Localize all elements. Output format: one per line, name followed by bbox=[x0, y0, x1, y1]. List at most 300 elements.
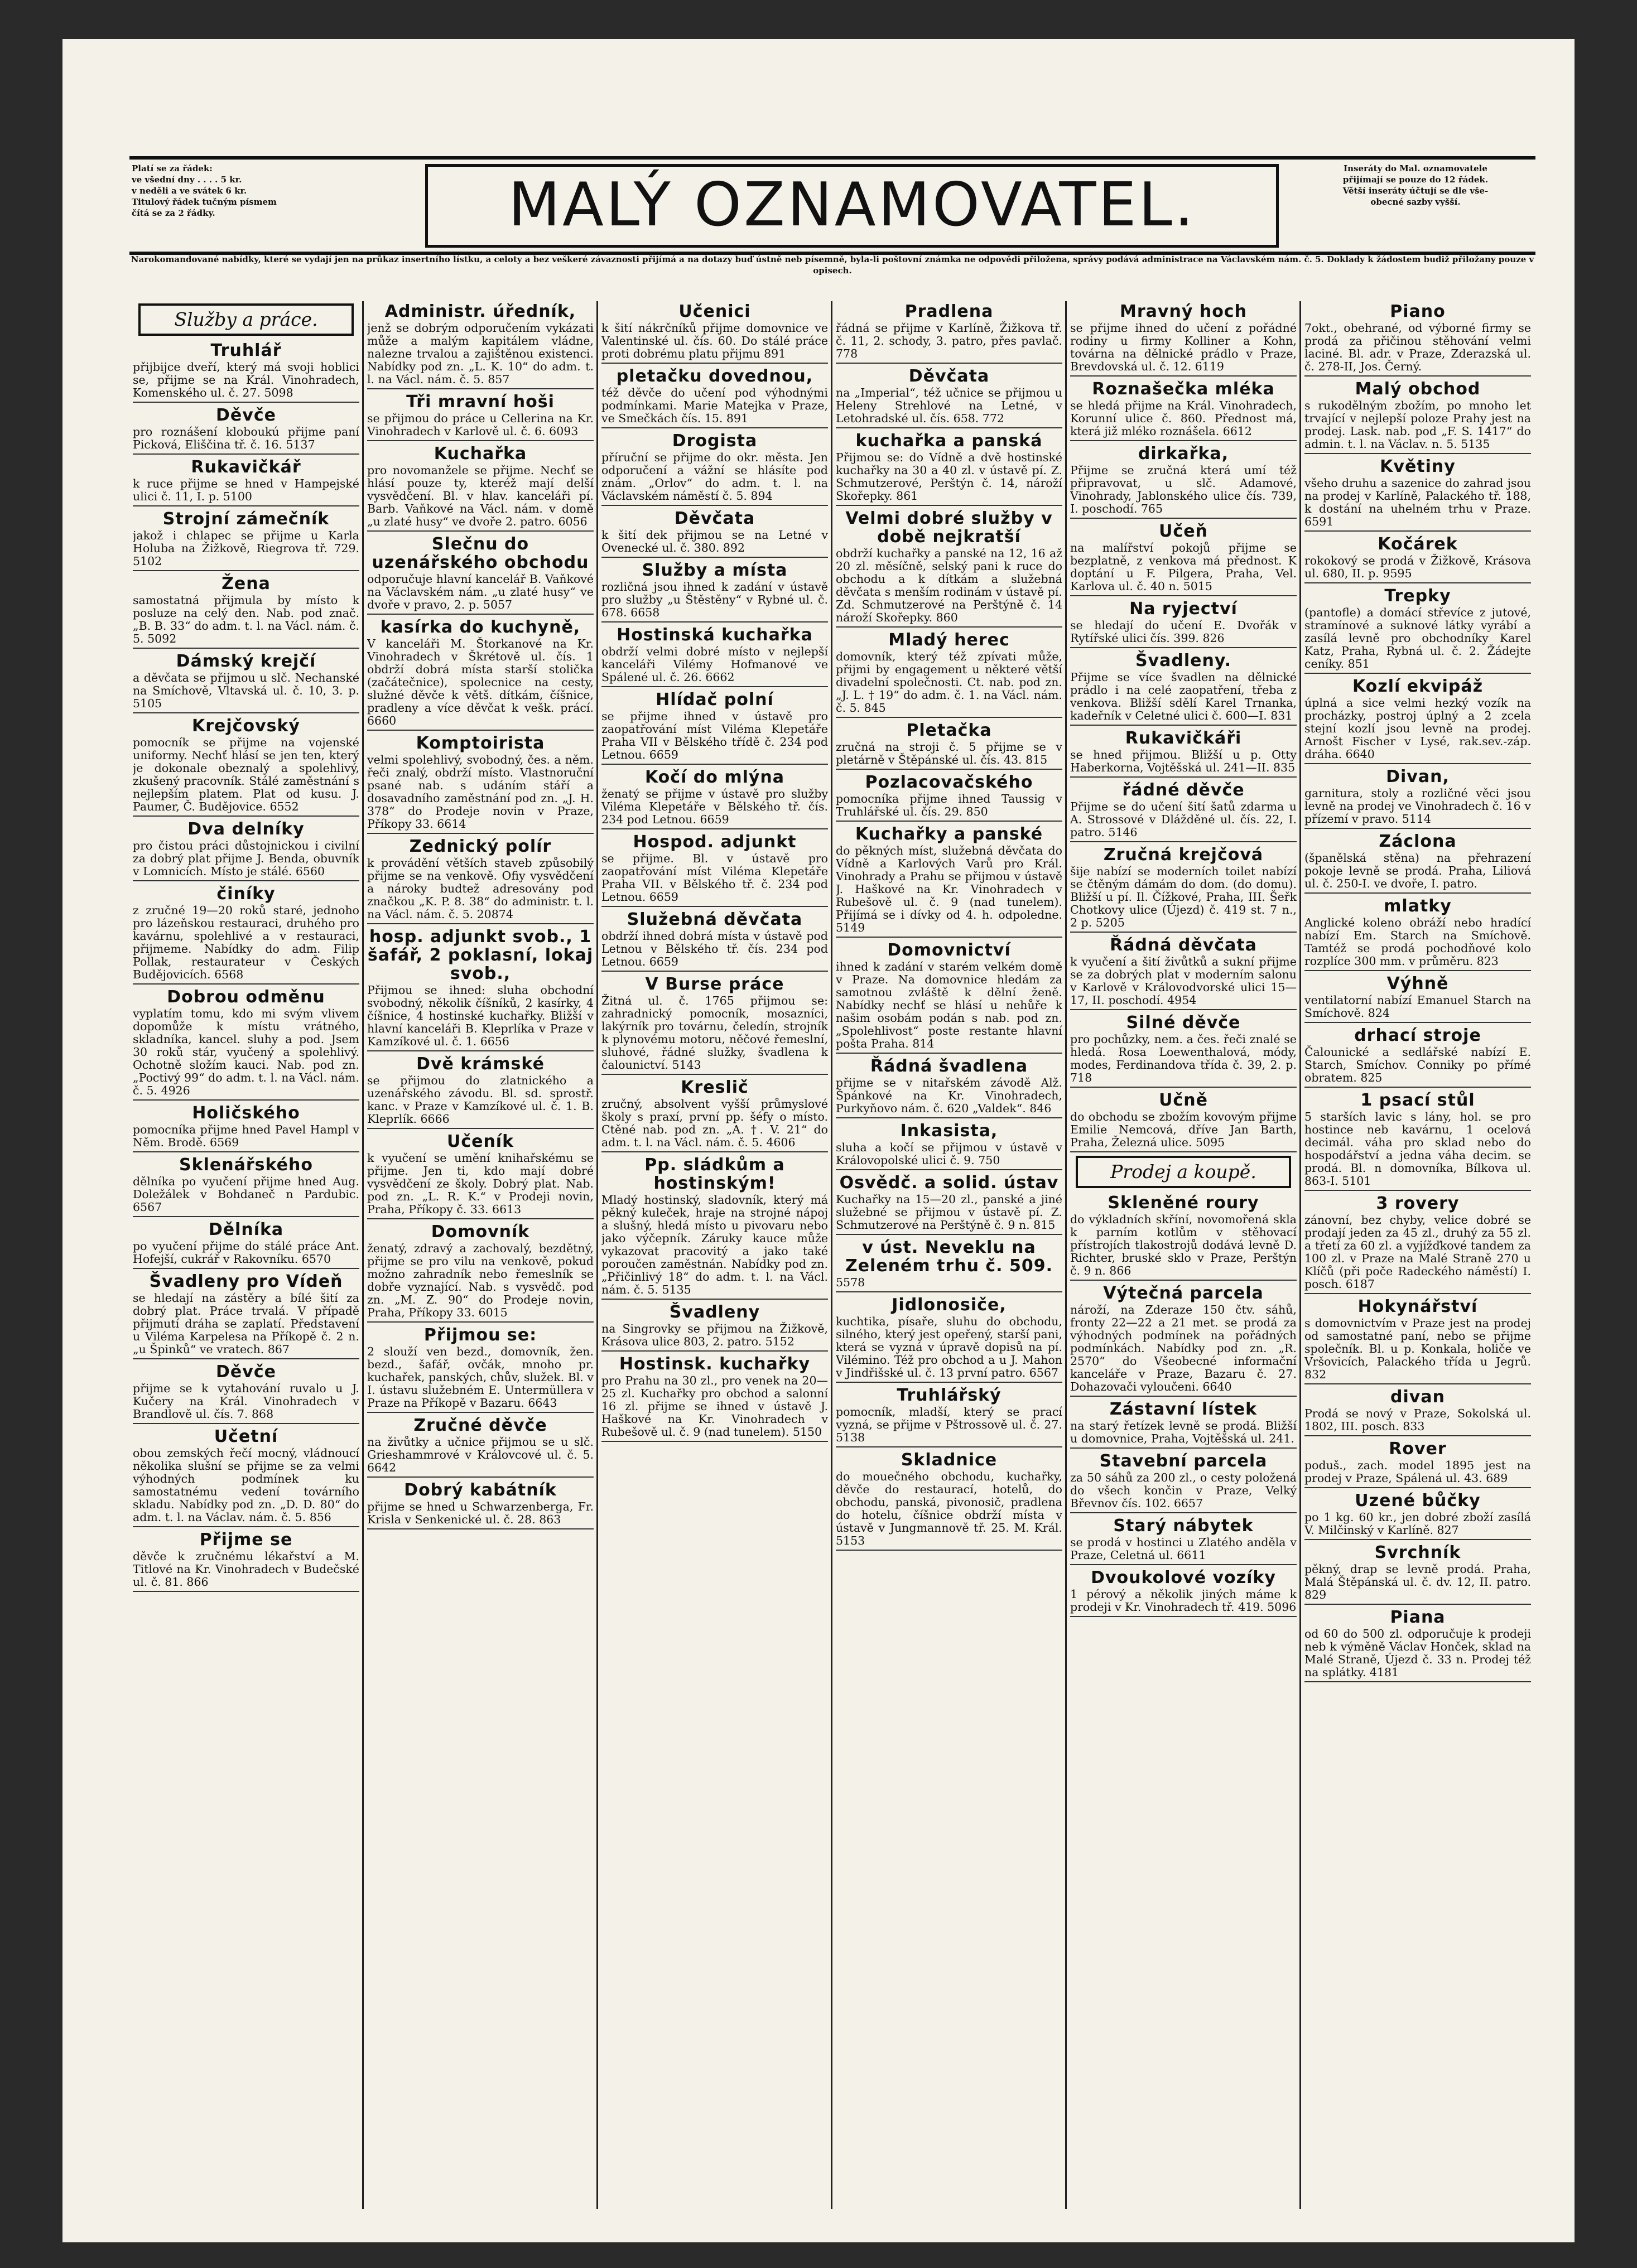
ad-text: se hledají do učení E. Dvořák v Rytířské ulici čís. 399. 826 bbox=[1070, 619, 1297, 645]
classified-ad bbox=[1070, 1452, 1297, 1513]
classified-ad bbox=[367, 535, 594, 615]
ad-headline: Malý obchod bbox=[1355, 379, 1481, 399]
insert-info bbox=[1296, 160, 1535, 252]
ad-text: samostatná přijmula by místo k posluze na celý den. Nab. pod znač. „B. B. 33“ do adm. t. l. na Václ. nám. č. 5. 5092 bbox=[133, 593, 359, 645]
ad-text: pěkný, drap se levně prodá. Praha, Malá Štěpánská ul. č. dv. 12, II. patro. 829 bbox=[1304, 1562, 1531, 1601]
ad-text: přijme se v nitařském závodě Alž. Špánkové na Kr. Vinohradech, Purkyňovo nám. č. 620 „Valdek“. 846 bbox=[836, 1076, 1062, 1115]
ad-headline: Přijme se bbox=[199, 1530, 293, 1550]
ad-headline: Krejčovský bbox=[192, 716, 300, 736]
page-content bbox=[129, 139, 1535, 2203]
classified-ad bbox=[1304, 974, 1531, 1023]
classified-ad bbox=[836, 773, 1062, 822]
ad-text: Žitná ul. č. 1765 přijmou se: zahradnický pomocník, mosazníci, lakýrník pro továrnu, čeledín, strojník k plynovému motoru, něčové řemeslní, sluhové, řádné služky, švadlena k čalounictví. 5143 bbox=[601, 994, 828, 1072]
ad-text: pomocník, mladší, který se prací vyzná, se přijme v Pštrossově ul. č. 27. 5138 bbox=[836, 1405, 1062, 1444]
ad-headline: Roznašečka mléka bbox=[1092, 379, 1275, 399]
ad-text: k ruce přijme se hned v Hampejské ulici č. 11, I. p. 5100 bbox=[133, 477, 359, 503]
classified-ad bbox=[1304, 1194, 1531, 1294]
ad-headline: Svrchník bbox=[1374, 1543, 1461, 1562]
classified-ad bbox=[836, 1057, 1062, 1118]
classified-ad bbox=[836, 721, 1062, 770]
ad-text: zručná na stroji č. 5 přijme se v pletárně v Štěpánské ul. čís. 43. 815 bbox=[836, 740, 1062, 766]
ad-column bbox=[1304, 301, 1531, 2209]
classified-ad bbox=[1304, 535, 1531, 583]
ad-headline: Piana bbox=[1390, 1608, 1446, 1627]
ad-text: 5578 bbox=[836, 1276, 865, 1289]
classified-ad bbox=[1304, 1297, 1531, 1384]
ad-text: nároží, na Zderaze 150 čtv. sáhů, fronty 22—22 a 21 met. se prodá za výhodných podmínek na pořádných podmínkách. Nabídky pod zn. „R. 2570“ do Všeobecné informační kanceláře v Praze, Bazaru č. 27. Dohazovači vyloučeni. 6640 bbox=[1070, 1303, 1297, 1393]
ad-headline: Děvče bbox=[216, 406, 276, 425]
ad-text: Přijmou se: do Vídně a dvě hostinské kuchařky na 30 a 40 zl. v ústavě pí. Z. Schmutzerové, Perštýn č. 14, nároží Skořepky. 861 bbox=[836, 451, 1062, 503]
ad-headline: pletačku dovednou, bbox=[616, 366, 813, 386]
section-heading-prodej: Prodej a koupě. bbox=[1076, 1156, 1291, 1188]
ad-text: se prodá v hostinci u Zlatého anděla v Praze, Celetná ul. 6611 bbox=[1070, 1536, 1297, 1562]
classified-ad bbox=[1070, 1400, 1297, 1449]
column-rule bbox=[831, 301, 832, 2209]
ad-text: ihned k zadání v starém velkém domě v Praze. Na domovnice hledám za samotnou zvláště k dělní ženě. Nabídky nechť se hlásí u nehůře k našim osobám podán s nab. pod zn. „Spolehlivost“ poste restante hlavní pošta Praha. 814 bbox=[836, 960, 1062, 1050]
ad-text: na „Imperial“, též učnice se přijmou u Heleny Strehlové na Letné, v Letohradské ul. čís. 658. 772 bbox=[836, 386, 1062, 425]
ad-text: po vyučení přijme do stálé práce Ant. Hofejší, cukrář v Rakovníku. 6570 bbox=[133, 1239, 359, 1266]
classified-ad bbox=[836, 1174, 1062, 1235]
classified-ad bbox=[1070, 522, 1297, 596]
ad-headline: Švadleny pro Vídeň bbox=[149, 1272, 343, 1291]
ad-headline: Slečnu do uzenářského obchodu bbox=[372, 534, 589, 572]
ad-headline: Rukavičkáři bbox=[1125, 728, 1242, 748]
ad-text: na Singrovky se přijmou na Žižkově, Krásova ulice 803, 2. patro. 5152 bbox=[601, 1322, 828, 1348]
ad-headline: Pozlacovačského bbox=[865, 773, 1033, 792]
ad-text: se přijme ihned do učení z pořádné rodiny u firmy Kolliner a Kohn, továrna na dělnické prádlo v Praze, Brevdovská ul. č. 12. 6119 bbox=[1070, 321, 1297, 373]
ad-text: se přijme. Bl. v ústavě pro zaopatřování míst Viléma Klepetáře Praha VII. v Bělského tř. č. 234 pod Letnou. 6659 bbox=[601, 852, 828, 904]
ad-headline: Kreslič bbox=[681, 1078, 749, 1097]
ad-headline: Domovnictví bbox=[887, 940, 1011, 960]
classified-ad bbox=[1304, 1440, 1531, 1488]
ad-headline: Starý nábytek bbox=[1113, 1516, 1254, 1536]
ad-headline: Dvoukolové vozíky bbox=[1091, 1568, 1276, 1587]
classified-ad bbox=[1070, 936, 1297, 1010]
classified-ad bbox=[133, 1104, 359, 1152]
classified-ad bbox=[133, 341, 359, 403]
classified-ad bbox=[601, 432, 828, 506]
classified-ad bbox=[1304, 457, 1531, 532]
ad-headline: Učně bbox=[1159, 1090, 1208, 1110]
classified-ad bbox=[836, 1296, 1062, 1383]
classified-ad bbox=[1070, 1194, 1297, 1281]
classified-ad bbox=[836, 367, 1062, 428]
ad-headline: kuchařka a panská bbox=[855, 431, 1043, 451]
ad-text: domovník, který též zpívati může, přijmi by engagement u některé větší divadelní společnosti. Ct. nab. pod zn. „J. L. † 19“ do adm. č. 1. na Václ. nám. č. 5. 845 bbox=[836, 650, 1062, 715]
ad-text: odporučuje hlavní kancelář B. Vaňkové na Václavském nám. „u zlaté husy“ ve dvoře v pravo, 2. p. 5057 bbox=[367, 572, 594, 611]
ad-headline: Učeník bbox=[446, 1132, 514, 1151]
ad-headline: Komptoirista bbox=[416, 734, 545, 753]
ad-headline: Truhlářský bbox=[897, 1386, 1002, 1405]
ad-text: obdrží kuchařky a panské na 12, 16 až 20 zl. měsíčně, selský pani k ruce do obchodu a k dítkám a služebná děvčata s menším rodinám v ústavě pí. Zd. Schmutzerové na Perštýně č. 14 nároží Skořepky. 860 bbox=[836, 547, 1062, 624]
classified-ad bbox=[367, 1223, 594, 1323]
classified-ad bbox=[1304, 1608, 1531, 1682]
ad-headline: Dva delníky bbox=[187, 819, 305, 839]
classified-ad bbox=[836, 1238, 1062, 1292]
ad-text: k provádění větších staveb způsobilý přijme se na venkově. Ofiy vysvědčení a nároky budtež adresovány pod značkou „K. P. 8. 38“ do administr. t. l. na Václ. nám. č. 5. 20874 bbox=[367, 856, 594, 921]
ad-headline: 3 rovery bbox=[1376, 1194, 1460, 1213]
ad-text: z zručné 19—20 roků staré, jednoho pro lázeňskou restauraci, druhého pro kavárnu, spolehlivé a v restauraci, přijmeme. Nabídky do adm. Filip Pollak, restaurateur v Českých Budějovicích. 6568 bbox=[133, 904, 359, 981]
ad-text: zánovní, bez chyby, velice dobré se prodají jeden za 45 zl., druhý za 55 zl. a třetí za 60 zl. a vyjížďkové tandem za 100 zl. v Praze na Malé Straně 270 u Klíčů (při poče Radeckého náměstí) I. posch. 6187 bbox=[1304, 1213, 1531, 1291]
ad-column bbox=[133, 301, 359, 2209]
classified-ad bbox=[367, 445, 594, 532]
ad-headline: Kočárek bbox=[1378, 534, 1458, 554]
ad-text: obdrží velmi dobré místo v nejlepší kanceláři Vilémy Hofmanové ve Spálené ul. č. 26. 6662 bbox=[601, 645, 828, 684]
ad-headline: Služby a místa bbox=[642, 561, 788, 580]
ad-text: (španělská stěna) na přehrazení pokoje levně se prodá. Praha, Liliová ul. č. 250-I. ve dvoře, I. patro. bbox=[1304, 851, 1531, 890]
ad-headline: v úst. Neveklu na Zeleném trhu č. 509. bbox=[845, 1238, 1053, 1276]
ad-text: k šití dek přijmou se na Letné v Ovenecké ul. č. 380. 892 bbox=[601, 528, 828, 554]
price-line: ve všední dny . . . . 5 kr. bbox=[132, 175, 242, 185]
ad-text: 2 slouží ven bezd., domovník, žen. bezd., šafář, ovčák, mnoho pr. kuchařek, panských, chův, služek. Bl. v I. ústavu služebném E. Untermüllera v Praze na Příkopě v Bazaru. 6643 bbox=[367, 1345, 594, 1410]
ad-headline: kasírka do kuchyně, bbox=[380, 617, 581, 637]
classified-ad bbox=[1304, 380, 1531, 454]
ad-headline: Dobrý kabátník bbox=[404, 1480, 557, 1500]
classified-ad bbox=[1304, 1543, 1531, 1605]
classified-ad bbox=[133, 1427, 359, 1527]
ad-headline: Děvčata bbox=[908, 366, 990, 386]
column-rule bbox=[596, 301, 598, 2209]
classified-ad bbox=[367, 393, 594, 441]
ad-headline: Výtečná parcela bbox=[1103, 1283, 1264, 1303]
classified-ad bbox=[1070, 1091, 1297, 1152]
ad-text: přijbijce dveří, který má svoji hoblici se, přijme se na Král. Vinohradech, Komenského ul. č. 27. 5098 bbox=[133, 360, 359, 399]
ad-headline: Osvědč. a solid. ústav bbox=[839, 1173, 1059, 1193]
ad-headline: Služebná děvčata bbox=[627, 910, 803, 929]
ad-column bbox=[836, 301, 1062, 2209]
ad-headline: Hospod. adjunkt bbox=[633, 832, 797, 852]
ad-text: rozličná jsou ihned k zadání v ústavě pro služby „u Štěstěny“ v Rybné ul. č. 678. 6658 bbox=[601, 580, 828, 619]
ad-text: též děvče do učení pod výhodnými podmínkami. Marie Matejka v Praze, ve Smečkách čís. 15. 891 bbox=[601, 386, 828, 425]
classified-ad bbox=[1304, 1091, 1531, 1191]
ad-headline: Holičského bbox=[192, 1103, 300, 1123]
ad-text: do mouečného obchodu, kuchařky, děvče do restaurací, hotelů, do obchodu, panská, pivonosič, pradlena do hotelu, číšnice obdrží místa v ústavě v Jungmannově tř. 25. M. Král. 5153 bbox=[836, 1470, 1062, 1547]
ad-text: Přijme se více švadlen na dělnické prádlo i na celé zaopatření, třeba z venkova. Bližší sdělí Karel Trnanka, kadeřník v Celetné ulici č. 600—I. 831 bbox=[1070, 670, 1297, 722]
ad-text: přijme se hned u Schwarzenberga, Fr. Krisla v Senkenické ul. č. 28. 863 bbox=[367, 1500, 594, 1526]
classified-ad bbox=[1070, 600, 1297, 648]
price-line: v neděli a ve svátek 6 kr. bbox=[132, 186, 247, 196]
ad-headline: Hokynářství bbox=[1357, 1297, 1478, 1316]
ad-headline: řádné děvče bbox=[1122, 780, 1245, 800]
classified-ad bbox=[367, 618, 594, 731]
ad-headline: Učeň bbox=[1159, 522, 1208, 541]
classified-ad bbox=[133, 988, 359, 1101]
ad-text: Anglické koleno obráží nebo hradící nabízí Em. Starch na Smíchově. Tamtéž se prodá pochodňové kolo rozplíce 300 mm. v průměru. 823 bbox=[1304, 916, 1531, 968]
ad-text: za 50 sáhů za 200 zl., o cesty položená do všech končin v Praze, Velký Břevnov čís. 102. 6657 bbox=[1070, 1471, 1297, 1510]
ad-headline: V Burse práce bbox=[645, 974, 784, 994]
classified-ad bbox=[133, 510, 359, 571]
ad-headline: Drogista bbox=[672, 431, 758, 451]
classified-ad bbox=[1070, 729, 1297, 778]
ad-text: na malířství pokojů přijme se bezplatně, z venkova má přednost. K doptání u F. Pilgera, Praha, Vel. Karlova ul. č. 40 n. 5015 bbox=[1070, 541, 1297, 593]
ad-headline: Pp. sládkům a hostinským! bbox=[644, 1155, 785, 1193]
classified-ad bbox=[133, 652, 359, 713]
ad-headline: drhací stroje bbox=[1354, 1026, 1481, 1045]
ad-text: s rukodělným zbožím, po mnoho let trvající v nejlepší poloze Prahy jest na prodej. Lask. nab. pod „F. S. 1417“ do admin. t. l. na Václav. n. 5. 5135 bbox=[1304, 399, 1531, 451]
classified-ad bbox=[367, 928, 594, 1051]
ad-text: Přijmou se ihned: sluha obchodní svobodný, několik číšníků, 2 kasírky, 4 číšnice, 4 hostinské kuchařky. Bližší v hlavní kanceláři B. Kleprlíka v Praze v Kamzíkové ul. č. 1. 6656 bbox=[367, 983, 594, 1048]
ad-text: se přijme ihned v ústavě pro zaopatřování míst Viléma Klepetáře Praha VII v Bělského třídě č. 234 pod Letnou. 6659 bbox=[601, 710, 828, 761]
ad-headline: dirkařka, bbox=[1138, 444, 1229, 464]
price-line: Titulový řádek tučným písmem bbox=[132, 197, 277, 207]
masthead bbox=[129, 139, 1535, 301]
ad-headline: Zednický polír bbox=[409, 837, 552, 856]
classified-ad bbox=[133, 575, 359, 649]
ad-text: (pantofle) a domácí střevíce z jutové, stramínové a suknové látky vyrábí a zasílá levně pro obchodníky Karel Katz, Praha, Rybná ul. č. 2. Žádejte ceníky. 851 bbox=[1304, 606, 1531, 670]
ad-text: se hledá přijme na Král. Vinohradech, Korunní ulice č. 860. Přednost má, která již mléko roznášela. 6612 bbox=[1070, 399, 1297, 438]
ad-headline: Kozlí ekvipáž bbox=[1352, 677, 1484, 696]
ad-headline: Švadleny bbox=[669, 1302, 760, 1322]
ad-headline: Kočí do mlýna bbox=[644, 768, 785, 787]
insert-rule-line: obecné sazby vyšší. bbox=[1370, 197, 1461, 207]
ad-headline: Mladý herec bbox=[888, 630, 1010, 650]
ad-text: do výkladních skříní, novomořená skla k parním kotlům v stěhovací přístrojích tlakostrojů dodává levně D. Richter, bruské sklo v Praze, Perštýn č. 9 n. 866 bbox=[1070, 1213, 1297, 1277]
ad-text: poduš., zach. model 1895 jest na prodej v Praze, Spálená ul. 43. 689 bbox=[1304, 1459, 1531, 1485]
classified-ad bbox=[601, 691, 828, 765]
ad-headline: Stavební parcela bbox=[1099, 1451, 1268, 1471]
ad-headline: Dámský krejčí bbox=[176, 652, 316, 671]
classified-ad bbox=[367, 1326, 594, 1413]
newspaper-page bbox=[62, 39, 1575, 2242]
ad-column bbox=[367, 301, 594, 2209]
ad-headline: Záclona bbox=[1379, 832, 1457, 851]
insert-rule-line: Inseráty do Mal. oznamovatele bbox=[1344, 163, 1487, 173]
ad-headline: Tři mravní hoši bbox=[406, 392, 555, 412]
ad-headline: Skladnice bbox=[901, 1450, 998, 1470]
price-info bbox=[129, 160, 375, 252]
classified-ad bbox=[1304, 1492, 1531, 1540]
column-rule bbox=[1299, 301, 1301, 2209]
masthead-frame bbox=[129, 156, 1535, 255]
classified-ad bbox=[1070, 1517, 1297, 1565]
ad-headline: Inkasista, bbox=[900, 1121, 998, 1141]
classified-ad bbox=[367, 1416, 594, 1478]
ad-text: ženatý se přijme v ústavě pro služby Viléma Klepetáře v Bělského tř. čís. 234 pod Letnou. 6659 bbox=[601, 787, 828, 826]
classified-ad bbox=[367, 1481, 594, 1529]
classified-ad bbox=[133, 1363, 359, 1424]
classified-ad bbox=[1070, 1014, 1297, 1088]
ad-headline: Divan, bbox=[1386, 767, 1450, 786]
ad-headline: mlatky bbox=[1384, 896, 1452, 916]
classified-ad bbox=[133, 885, 359, 985]
classified-ad bbox=[601, 302, 828, 364]
ad-text: zručný, absolvent vyšší průmyslové školy s praxí, první pp. šéfy o místo. Ctěné nab. pod zn. „A. †. V. 21“ do adm. t. l. na Václ. nám. č. 5. 4606 bbox=[601, 1097, 828, 1149]
ad-headline: Sklenářského bbox=[179, 1155, 313, 1175]
ad-text: velmi spolehlivý, svobodný, čes. a něm. řeči znalý, obdrží místo. Vlastnoruční psané nab. s udáním stáří a dosavadního zaměstnání pod zn. „J. H. 378“ do Prodeje novin v Praze, Příkopy 33. 6614 bbox=[367, 753, 594, 831]
classified-ad bbox=[1070, 302, 1297, 377]
ad-headline: Květiny bbox=[1380, 457, 1456, 476]
ad-text: řádná se přijme v Karlíně, Žižkova tř. č. 11, 2. schody, 3. patro, přes pavlač. 778 bbox=[836, 321, 1062, 360]
ad-text: se přijmou do práce u Cellerina na Kr. Vinohradech v Karlově ul. č. 6. 6093 bbox=[367, 412, 594, 438]
classified-ad bbox=[601, 561, 828, 623]
ad-headline: Trepky bbox=[1384, 586, 1451, 606]
classified-ad bbox=[1070, 445, 1297, 519]
classified-ad bbox=[601, 1078, 828, 1152]
ad-headline: Rukavičkář bbox=[191, 457, 301, 477]
ad-headline: Hostinsk. kuchařky bbox=[619, 1354, 811, 1374]
ad-text: Prodá se nový v Praze, Sokolská ul. 1802, III. posch. 833 bbox=[1304, 1407, 1531, 1433]
ad-text: jakož i chlapec se přijme u Karla Holuba na Žižkově, Riegrova tř. 729. 5102 bbox=[133, 529, 359, 568]
classified-ad bbox=[601, 1156, 828, 1300]
insert-rule-line: Větší inseráty účtují se dle vše- bbox=[1342, 186, 1489, 196]
ad-headline: Učenici bbox=[678, 302, 751, 321]
classified-ad bbox=[836, 1122, 1062, 1170]
classified-ad bbox=[133, 458, 359, 506]
ad-headline: Hostinská kuchařka bbox=[617, 625, 813, 645]
classified-ad bbox=[133, 717, 359, 817]
classified-ad bbox=[601, 626, 828, 687]
ad-headline: Děvče bbox=[216, 1362, 276, 1382]
ad-headline: Velmi dobré služby v době nejkratší bbox=[845, 509, 1053, 547]
ad-text: šije nabízí se moderních toilet nabízí se čtěným dámám do dom. (do domu). Bližší u pí. Il. Čížkové, Praha, III. Šeřk Chotkovy ulice (Újezd) č. 419 st. 7 n., 2 p. 5205 bbox=[1070, 865, 1297, 929]
classified-ad bbox=[1070, 652, 1297, 726]
ad-headline: Zástavní lístek bbox=[1109, 1400, 1258, 1419]
ad-text: Přijme se do učení šití šatů zdarma u A. Strossové v Dlážděné ul. čís. 22, I. patro. 5146 bbox=[1070, 800, 1297, 839]
ad-text: pro pochůzky, nem. a čes. řeči znalé se hledá. Rosa Loewenthalová, módy, modes, Ferdinandova třída č. 39, 2. p. 718 bbox=[1070, 1032, 1297, 1084]
ad-text: pro roznášení kloboukú přijme paní Picková, Eliščina tř. č. 16. 5137 bbox=[133, 425, 359, 451]
classified-ad bbox=[836, 1386, 1062, 1447]
classified-ad bbox=[367, 1132, 594, 1219]
classified-ad bbox=[836, 631, 1062, 718]
ad-text: pomocník se přijme na vojenské uniformy. Nechť hlásí se jen ten, který je dokonale obeznalý a spolehlivý, zkušený pracovník. Stálé zaměstnání s nejlepším platem. Plat od kusu. J. Paumer, Č. Budějovice. 6552 bbox=[133, 736, 359, 813]
classified-ad bbox=[1304, 302, 1531, 377]
ad-text: přijme se k vytahování ruvalo u J. Kučery na Král. Vinohradech v Brandlově ul. čís. 7. 868 bbox=[133, 1382, 359, 1421]
ad-headline: Kuchařka bbox=[434, 444, 527, 464]
ad-text: Mladý hostinský, sladovník, který má pěkný kuleček, hraje na strojné nápoj a slušný, hledá místo u pivovaru nebo jako výčepník. Záruky kauce může vykazovat pracovitý a jako také poroučen zaměstnán. Nabídky pod zn. „Přičinlivý 18“ do adm. t. l. na Václ. nám. č. 5. 5135 bbox=[601, 1193, 828, 1296]
classified-ad bbox=[601, 975, 828, 1075]
classified-ad bbox=[1070, 1569, 1297, 1617]
ad-text: garnitura, stoly a rozličné věci jsou levně na prodej ve Vinohradech č. 16 v přízemí v pravo. 5114 bbox=[1304, 786, 1531, 826]
insert-rule-line: přijímají se pouze do 12 řádek. bbox=[1342, 175, 1489, 185]
ad-headline: Dobrou odměnu bbox=[167, 987, 325, 1007]
classified-ad bbox=[1304, 897, 1531, 971]
page-title: MALÝ OZNAMOVATEL. bbox=[425, 164, 1279, 248]
ad-headline: Pradlena bbox=[904, 302, 994, 321]
ad-text: rokokový se prodá v Žižkově, Krásova ul. 680, II. p. 9595 bbox=[1304, 554, 1531, 580]
ad-columns bbox=[129, 301, 1535, 2209]
ad-text: všeho druhu a sazenice do zahrad jsou na prodej v Karlíně, Palackého tř. 188, k dostání na uhelném trhu v Praze. 6591 bbox=[1304, 476, 1531, 528]
ad-text: pro čistou práci důstojnickou i civilní za dobrý plat přijme J. Benda, obuvník v Lomnicích. Místo je stálé. 6560 bbox=[133, 839, 359, 878]
classified-ad bbox=[133, 1156, 359, 1217]
ad-text: děvče k zručnému lékařství a M. Titlové na Kr. Vinohradech v Budečské ul. č. 81. 866 bbox=[133, 1550, 359, 1589]
ad-text: po 1 kg. 60 kr., jen dobré zboží zasílá V. Milčinský v Karlíně. 827 bbox=[1304, 1511, 1531, 1537]
classified-ad bbox=[601, 910, 828, 972]
ad-headline: divan bbox=[1390, 1387, 1445, 1407]
ad-text: a děvčata se přijmou u slč. Nechanské na Smíchově, Vltavská ul. č. 10, 3. p. 5105 bbox=[133, 671, 359, 710]
ad-text: pro Prahu na 30 zl., pro venek na 20—25 zl. Kuchařky pro obchod a salonní 16 zl. přijme se ihned v ústavě J. Haškové na Kr. Vinohradech v Rubešově ul. č. 9 (nad tunelem). 5150 bbox=[601, 1374, 828, 1439]
ad-text: kuchtika, písaře, sluhu do obchodu, silného, který jest opeřený, starší pani, která se vyzná v úpravě dopisů na pí. Vilémino. Též pro obchod a u J. Mahon v Jindřišské ul. č. 13 první patro. 6567 bbox=[836, 1315, 1062, 1379]
ad-headline: Řádná děvčata bbox=[1110, 935, 1257, 955]
classified-ad bbox=[1304, 832, 1531, 894]
ad-column bbox=[601, 301, 828, 2209]
ad-text: 5 starších lavic s lány, hol. se pro hostince neb kavárnu, 1 ocelová decimál. váha pro sklad nebo do hospodářství a jedna váha decim. se prodá. Bl. n domovníka, Bílkova ul. 863-I. 5101 bbox=[1304, 1110, 1531, 1188]
ad-text: pomocníka přijme ihned Taussig v Truhlářské ul. čís. 29. 850 bbox=[836, 792, 1062, 818]
ad-headline: Mravný hoch bbox=[1120, 302, 1247, 321]
ad-headline: Silné děvče bbox=[1126, 1013, 1241, 1032]
classified-ad bbox=[1304, 677, 1531, 764]
ad-headline: hosp. adjunkt svob., 1 šafář, 2 poklasní, lokaj svob., bbox=[367, 927, 594, 983]
ad-text: jenž se dobrým odporučením vykázati může a malým kapitálem vládne, nalezne trvalou a zajištěnou existenci. Nabídky pod zn. „L. K. 10“ do adm. t. l. na Václ. nám. č. 5. 857 bbox=[367, 321, 594, 386]
classified-ad bbox=[367, 837, 594, 924]
classified-ad bbox=[1070, 380, 1297, 441]
ad-text: obdrží ihned dobrá místa v ústavě pod Letnou v Bělského tř. čís. 234 pod Letnou. 6659 bbox=[601, 929, 828, 968]
ad-text: Přijme se zručná která umí též připravovat, u slč. Adamové, Vinohrady, Jablonského ulice čís. 739, I. poschodí. 765 bbox=[1070, 464, 1297, 515]
ad-text: ženatý, zdravý a zachovalý, bezdětný, přijme se pro vilu na venkově, pokud možno zahradník nebo řemeslník se dobře vyznající. Nab. s vysvědč. pod zn. „M. Z. 90“ do Prodeje novin, Praha, Příkopy 33. 6015 bbox=[367, 1242, 594, 1319]
ad-headline: Žena bbox=[222, 574, 271, 593]
ad-text: se hledají na zástěry a bílé šití za dobrý plat. Práce trvalá. V případě přijmutí dráha se zaplatí. Představení u Viléma Karpelesa na Příkopě č. 2 n. „u Špinků“ ve vratech. 867 bbox=[133, 1291, 359, 1356]
ad-headline: činíky bbox=[216, 884, 276, 904]
ad-text: ventilatorní nabízí Emanuel Starch na Smíchově. 824 bbox=[1304, 993, 1531, 1020]
classified-ad bbox=[601, 1303, 828, 1352]
classified-ad bbox=[133, 406, 359, 455]
ad-headline: Administr. úředník, bbox=[384, 302, 576, 321]
ad-headline: Zručná krejčová bbox=[1103, 845, 1264, 865]
ad-text: se přijmou do zlatnického a uzenářského závodu. Bl. sd. sprostř. kanc. v Praze v Kamzíkové ul. č. 1. B. Kleprlík. 6666 bbox=[367, 1074, 594, 1126]
ad-text: dělníka po vyučení přijme hned Aug. Doležálek v Bohdaneč n Pardubic. 6567 bbox=[133, 1175, 359, 1214]
ad-headline: Uzené bůčky bbox=[1355, 1491, 1481, 1511]
classified-ad bbox=[601, 367, 828, 428]
classified-ad bbox=[367, 302, 594, 389]
ad-text: od 60 do 500 zl. odporučuje k prodeji neb k výměně Václav Honček, sklad na Malé Straně, Újezd č. 33 n. Prodej též na splátky. 4181 bbox=[1304, 1627, 1531, 1679]
classified-ad bbox=[836, 509, 1062, 628]
ad-headline: Na ryjectví bbox=[1129, 599, 1238, 619]
classified-ad bbox=[601, 833, 828, 907]
classified-ad bbox=[367, 734, 594, 834]
ad-headline: Skleněné roury bbox=[1108, 1193, 1259, 1213]
ad-headline: Švadleny. bbox=[1135, 651, 1232, 670]
ad-text: k šití nákrčníků přijme domovnice ve Valentinské ul. čís. 60. Do stálé práce proti dobrému platu přijmu 891 bbox=[601, 321, 828, 360]
ad-headline: Pletačka bbox=[906, 721, 992, 740]
classified-ad bbox=[133, 1272, 359, 1359]
ad-headline: Dvě krámské bbox=[416, 1054, 545, 1074]
classified-ad bbox=[1304, 1026, 1531, 1088]
classified-ad bbox=[1070, 781, 1297, 842]
column-rule bbox=[362, 301, 364, 2209]
ad-headline: Dělníka bbox=[208, 1220, 284, 1239]
ad-headline: Truhlář bbox=[210, 341, 282, 360]
classified-ad bbox=[1070, 846, 1297, 933]
ad-headline: Učetní bbox=[214, 1427, 278, 1446]
ad-text: Čalounické a sedlářské nabízí E. Starch, Smíchov. Conniky po přímé obratem. 825 bbox=[1304, 1045, 1531, 1084]
classified-ad bbox=[601, 509, 828, 558]
ad-headline: Piano bbox=[1390, 302, 1446, 321]
classified-ad bbox=[836, 432, 1062, 506]
ad-text: V kanceláři M. Štorkanové na Kr. Vinohradech v Škrétově ul. čís. 1 obdrží dobrá místa starší stolička (začátečnice), spolecnice na cesty, služné děvče k větš. dítkám, číšnice, pradleny a více děvčat k vešk. prácí. 6660 bbox=[367, 637, 594, 727]
ad-text: do pěkných míst, služebná děvčata do Vídně a Karlových Varů pro Král. Vinohrady a Prahu se přijmou v ústavě J. Haškové na Kr. Vinohradech v Rubešově ul. č. 9 (nad tunelem). Přijímá se i dívky od 4. h. odpoledne. 5149 bbox=[836, 844, 1062, 934]
classified-ad bbox=[601, 768, 828, 829]
ad-text: Kuchařky na 15—20 zl., panské a jiné služebné se přijmou v ústavě pí. Z. Schmutzerové na Perštýně č. 9 n. 815 bbox=[836, 1193, 1062, 1232]
ad-headline: 1 psací stůl bbox=[1360, 1090, 1475, 1110]
classified-ad bbox=[1070, 1284, 1297, 1397]
ad-column bbox=[1070, 301, 1297, 2209]
ad-text: pomocníka přijme hned Pavel Hampl v Něm. Brodě. 6569 bbox=[133, 1123, 359, 1149]
ad-headline: Děvčata bbox=[674, 509, 755, 528]
classified-ad bbox=[836, 941, 1062, 1054]
classified-ad bbox=[601, 1355, 828, 1442]
ad-headline: Strojní zámečník bbox=[162, 509, 330, 529]
classified-ad bbox=[1304, 587, 1531, 674]
ad-text: pro novomanžele se přijme. Nechť se hlásí pouze ty, kteréž mají delší vysvědčení. Bl. v hlav. kanceláři pí. Barb. Vaňkové na Václ. nám. v domě „u zlaté husy“ ve dvoře 2. patro. 6056 bbox=[367, 464, 594, 528]
ad-headline: Kuchařky a panské bbox=[855, 824, 1043, 844]
classified-ad bbox=[133, 820, 359, 881]
ad-text: 1 pérový a několik jiných máme k prodeji v Kr. Vinohradech tř. 419. 5096 bbox=[1070, 1587, 1297, 1614]
ad-text: se hned přijmou. Bližší u p. Otty Haberkorna, Vojtěšská ul. 241—II. 835 bbox=[1070, 748, 1297, 774]
price-line: čítá se za 2 řádky. bbox=[132, 208, 215, 218]
classified-ad bbox=[836, 302, 1062, 364]
ad-headline: Výhně bbox=[1386, 974, 1449, 993]
ad-text: úplná a sice velmi hezký vozík na procházky, postroj úplný a 2 zcela stejní kozlí jsou levně na prodej. Arnošt Fischer v Lysé, rak.sev.-záp. dráha. 6640 bbox=[1304, 696, 1531, 761]
classified-ad bbox=[367, 1055, 594, 1129]
